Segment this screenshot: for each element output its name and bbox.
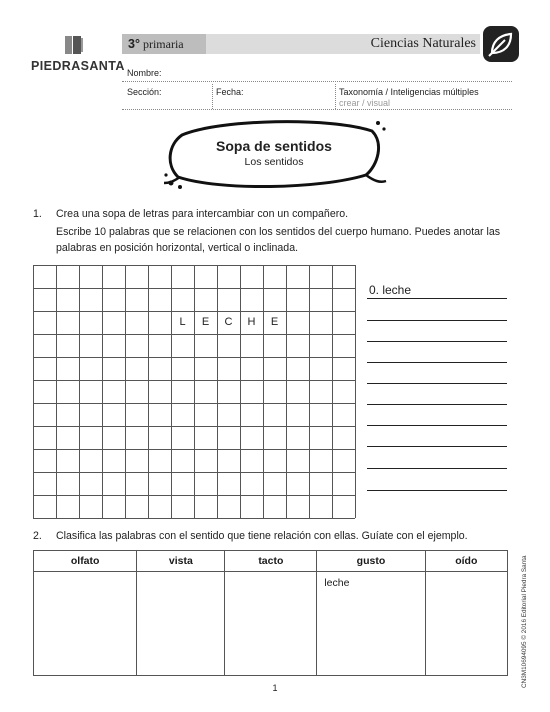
field-divider xyxy=(335,84,336,109)
grid-letter: L xyxy=(179,316,186,328)
publisher-logo-text: PIEDRASANTA xyxy=(31,59,125,73)
grid-letter: H xyxy=(247,316,256,328)
taxonomy-label: Taxonomía / Inteligencias múltiples xyxy=(339,87,479,97)
grade-label xyxy=(128,37,184,52)
grade-number: 3° xyxy=(128,37,140,51)
word-list-line[interactable] xyxy=(367,362,507,363)
copyright-side-text xyxy=(516,548,530,688)
field-divider xyxy=(212,84,213,109)
grid-letter: C xyxy=(224,316,233,328)
section-date-field[interactable] xyxy=(122,109,512,110)
title-banner xyxy=(160,117,388,192)
exercise-2-number: 2. xyxy=(33,530,42,542)
cell-vista[interactable] xyxy=(137,572,225,676)
word-list-line[interactable] xyxy=(367,298,507,299)
word-list-line[interactable] xyxy=(367,341,507,342)
leaf-icon xyxy=(483,26,519,62)
grid-letter: E xyxy=(201,316,210,328)
cell-oido[interactable] xyxy=(425,572,507,676)
name-label: Nombre: xyxy=(127,68,162,78)
cell-tacto[interactable] xyxy=(225,572,317,676)
word-list-line[interactable] xyxy=(367,468,507,469)
header-olfato: olfato xyxy=(34,551,137,572)
taxonomy-subtext: crear / visual xyxy=(339,98,391,108)
exercise-1-description: Escribe 10 palabras que se relacionen con los sentidos del cuerpo humano. Puedes anotar las palabras en posición horizontal, vertical o inclinada. xyxy=(56,226,501,254)
header-gusto: gusto xyxy=(317,551,425,572)
cell-gusto[interactable]: leche xyxy=(317,572,425,676)
copyright-text: CN3M10694095 © 2016 Editorial Piedra Santa xyxy=(521,555,528,688)
name-field[interactable] xyxy=(122,81,512,82)
exercise-2-instruction: Clasifica las palabras con el sentido que tiene relación con ellas. Guíate con el ejemplo. xyxy=(56,530,468,542)
date-label: Fecha: xyxy=(216,87,244,97)
header-vista: vista xyxy=(137,551,225,572)
page-number: 1 xyxy=(272,683,278,693)
section-label: Sección: xyxy=(127,87,162,97)
header-oido: oído xyxy=(425,551,507,572)
header-tacto: tacto xyxy=(225,551,317,572)
worksheet-title: Sopa de sentidos xyxy=(216,138,332,154)
exercise-1-number: 1. xyxy=(33,208,42,220)
word-list-line[interactable] xyxy=(367,446,507,447)
word-list-example: 0. leche xyxy=(369,283,412,297)
classification-table xyxy=(33,550,508,676)
word-list-line[interactable] xyxy=(367,490,507,491)
word-list-line[interactable] xyxy=(367,425,507,426)
grid-letter: E xyxy=(270,316,279,328)
cell-olfato[interactable] xyxy=(34,572,137,676)
word-list-line[interactable] xyxy=(367,404,507,405)
book-icon xyxy=(63,34,85,56)
grid-letters xyxy=(33,265,355,518)
worksheet-subtitle: Los sentidos xyxy=(244,156,304,168)
word-list-line[interactable] xyxy=(367,383,507,384)
grade-word: primaria xyxy=(142,37,184,51)
exercise-1-instruction: Crea una sopa de letras para intercambiar con un compañero. xyxy=(56,208,349,220)
subject-title: Ciencias Naturales xyxy=(370,36,476,51)
word-list-line[interactable] xyxy=(367,320,507,321)
